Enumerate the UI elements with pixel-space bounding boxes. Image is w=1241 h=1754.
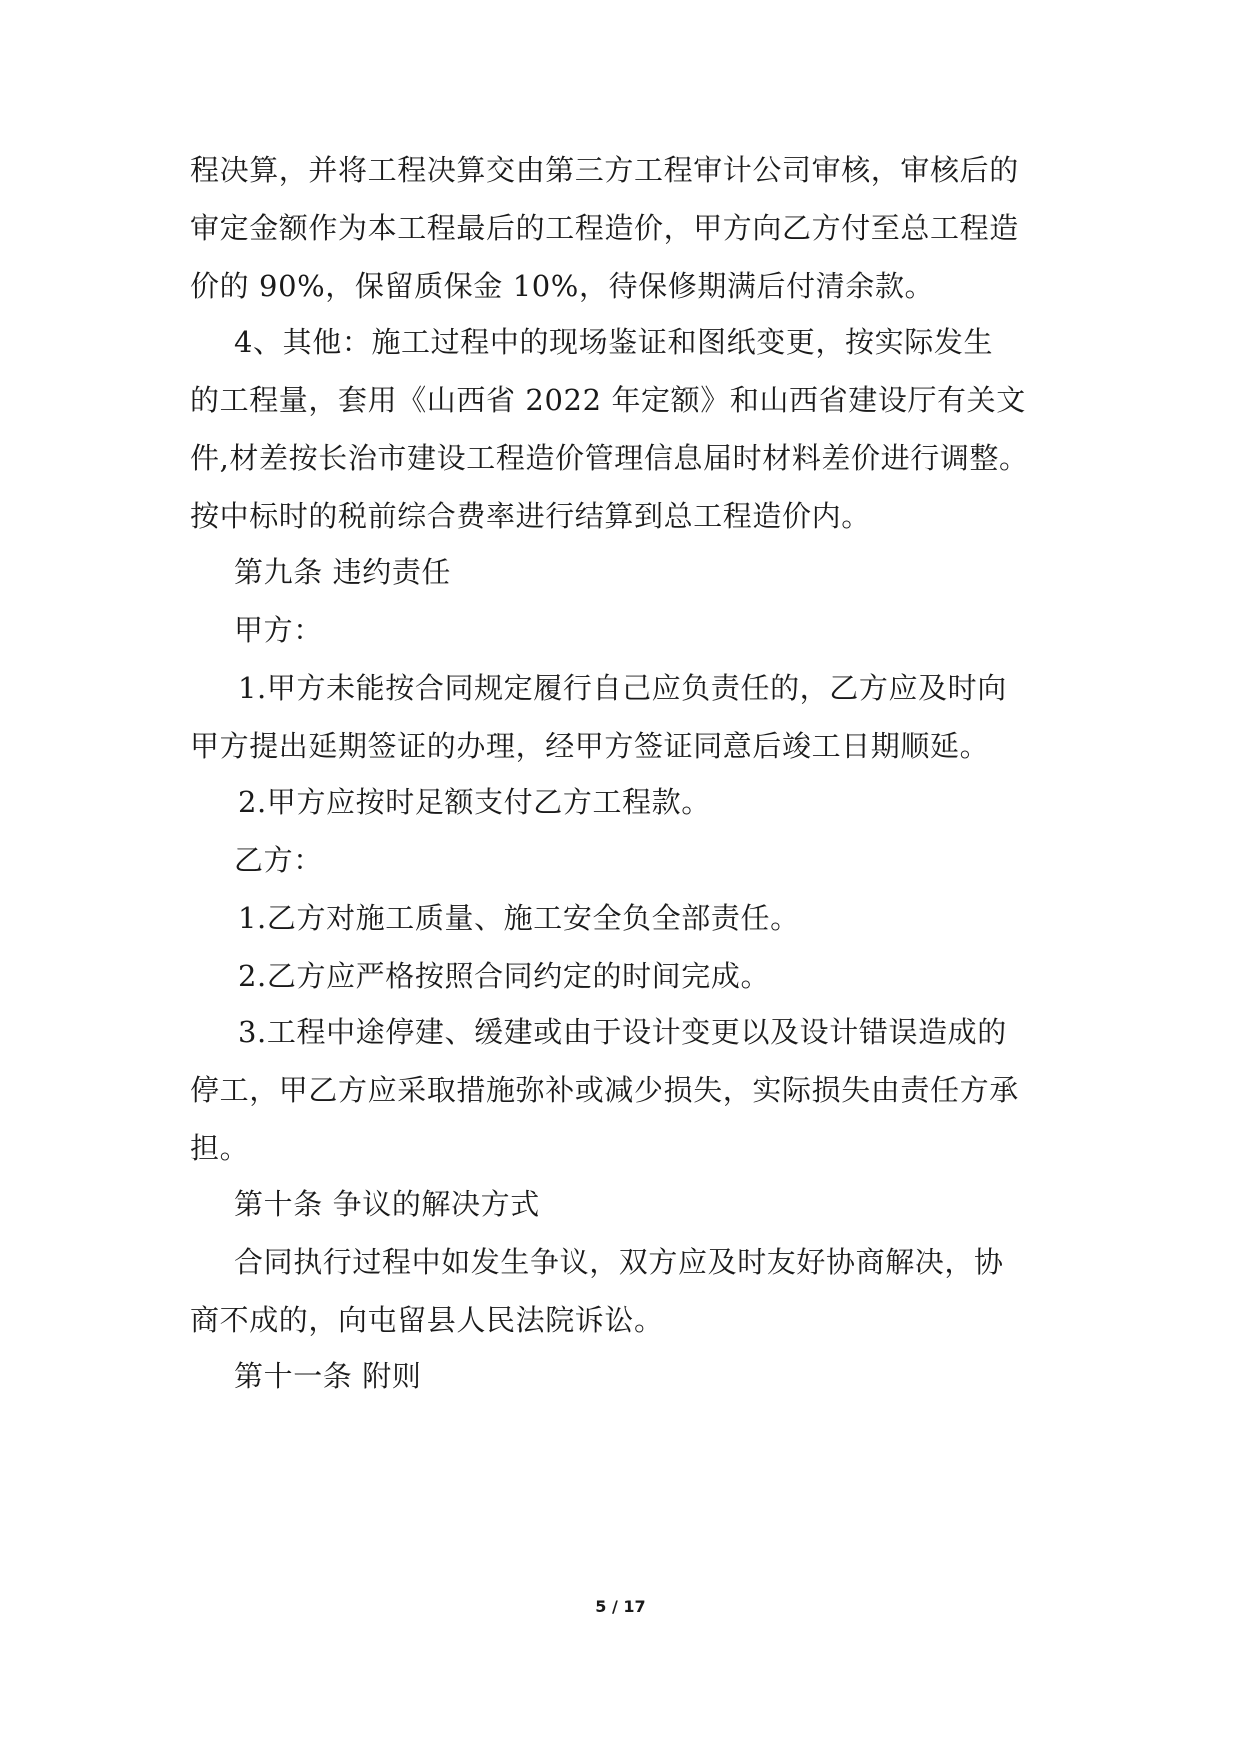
body-line: 4、其他：施工过程中的现场鉴证和图纸变更，按实际发生	[234, 325, 994, 359]
page-number: 5 / 17	[595, 1597, 646, 1616]
body-line: 担。	[190, 1131, 250, 1165]
body-line: 件,材差按长治市建设工程造价管理信息届时材料差价进行调整。	[190, 441, 1029, 475]
section-heading: 第十条 争议的解决方式	[234, 1187, 540, 1221]
body-line: 停工，甲乙方应采取措施弥补或减少损失，实际损失由责任方承	[190, 1073, 1019, 1107]
body-line: 价的 90%，保留质保金 10%，待保修期满后付清余款。	[190, 269, 935, 303]
body-line: 1.乙方对施工质量、施工安全负全部责任。	[238, 901, 800, 935]
body-line: 程决算，并将工程决算交由第三方工程审计公司审核，审核后的	[190, 153, 1019, 187]
section-heading: 第九条 违约责任	[234, 555, 452, 589]
section-heading: 第十一条 附则	[234, 1359, 422, 1393]
party-heading: 甲方：	[234, 613, 323, 647]
body-line: 按中标时的税前综合费率进行结算到总工程造价内。	[190, 499, 871, 533]
body-line: 商不成的，向屯留县人民法院诉讼。	[190, 1303, 664, 1337]
body-line: 3.工程中途停建、缓建或由于设计变更以及设计错误造成的	[238, 1015, 1007, 1049]
body-line: 的工程量，套用《山西省 2022 年定额》和山西省建设厅有关文	[190, 383, 1026, 417]
body-line: 合同执行过程中如发生争议，双方应及时友好协商解决，协	[234, 1245, 1004, 1279]
body-line: 1.甲方未能按合同规定履行自己应负责任的，乙方应及时向	[238, 671, 1007, 705]
body-line: 2.乙方应严格按照合同约定的时间完成。	[238, 959, 771, 993]
party-heading: 乙方：	[234, 843, 323, 877]
body-line: 2.甲方应按时足额支付乙方工程款。	[238, 785, 711, 819]
body-line: 甲方提出延期签证的办理，经甲方签证同意后竣工日期顺延。	[190, 729, 990, 763]
body-line: 审定金额作为本工程最后的工程造价，甲方向乙方付至总工程造	[190, 211, 1019, 245]
